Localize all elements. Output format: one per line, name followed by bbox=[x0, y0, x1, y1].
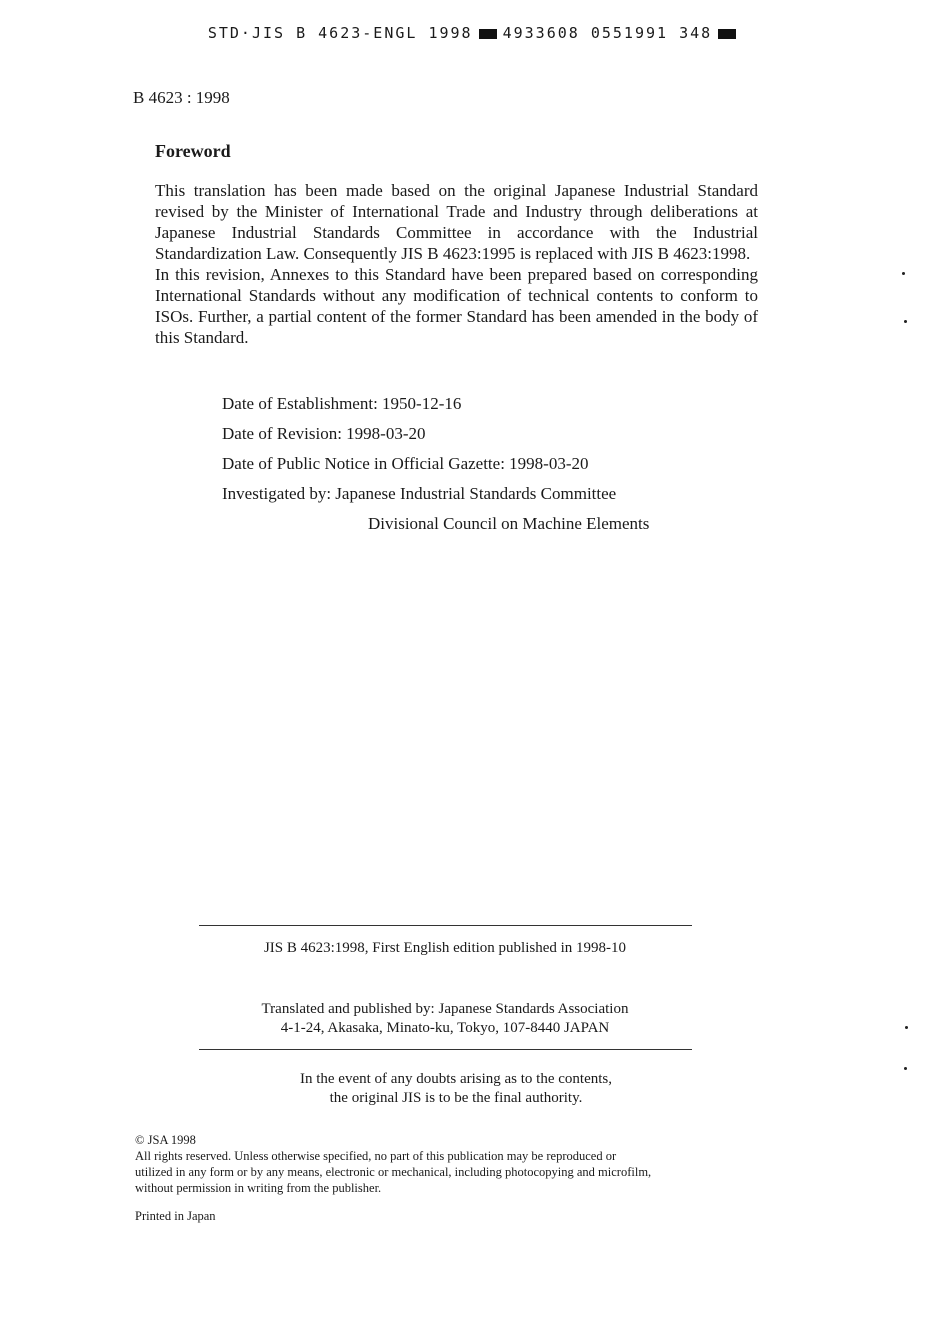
scan-speck bbox=[904, 1067, 907, 1070]
header-code-part1: STD·JIS B 4623-ENGL 1998 bbox=[207, 24, 473, 42]
publisher-line-1: Translated and published by: Japanese Standards Association bbox=[261, 1001, 629, 1017]
copyright-line: © JSA 1998 bbox=[135, 1133, 196, 1147]
foreword-body bbox=[155, 180, 758, 348]
dates-block bbox=[222, 389, 649, 539]
publisher-line-2: 4-1-24, Akasaka, Minato-ku, Tokyo, 107-8440 JAPAN bbox=[280, 1020, 610, 1036]
divider-top bbox=[199, 925, 692, 926]
divisional-council: Divisional Council on Machine Elements bbox=[368, 514, 650, 533]
rights-line-3: without permission in writing from the publisher. bbox=[135, 1181, 382, 1195]
scan-speck bbox=[902, 272, 905, 275]
authority-line-1: In the event of any doubts arising as to the contents, bbox=[299, 1071, 612, 1087]
scan-speck bbox=[905, 1026, 908, 1029]
printed-in: Printed in Japan bbox=[135, 1209, 216, 1223]
foreword-paragraph-2: In this revision, Annexes to this Standard have been prepared based on corresponding International Standards without any modification of technical contents to conform to ISOs. Further, a partial content of the former Standard has been amended in the body of this Standard. bbox=[155, 265, 758, 347]
foreword-title: Foreword bbox=[155, 141, 231, 161]
publisher-block bbox=[0, 1000, 890, 1038]
foreword-paragraph-1: This translation has been made based on the original Japanese Industrial Standard revised by the Minister of International Trade and Industry through deliberations at Japanese Industrial Standards Committee in accordance with the Industrial Standardization Law. Consequently JIS B 4623:1995 is replaced with JIS B 4623:1998. bbox=[155, 181, 758, 263]
authority-note bbox=[0, 1070, 912, 1108]
copyright-block bbox=[135, 1132, 775, 1196]
document-id: B 4623 : 1998 bbox=[133, 88, 230, 107]
date-of-revision: Date of Revision: 1998-03-20 bbox=[222, 424, 426, 443]
black-block-mark bbox=[718, 29, 736, 39]
divider-bottom bbox=[199, 1049, 692, 1050]
authority-line-2: the original JIS is to be the final authority. bbox=[329, 1090, 583, 1106]
date-of-establishment: Date of Establishment: 1950-12-16 bbox=[222, 394, 462, 413]
black-block-mark bbox=[479, 29, 497, 39]
header-code bbox=[0, 24, 950, 42]
scan-speck bbox=[904, 320, 907, 323]
header-code-part2: 4933608 0551991 348 bbox=[502, 24, 713, 42]
edition-note: JIS B 4623:1998, First English edition published in 1998-10 bbox=[263, 940, 627, 956]
rights-line-2: utilized in any form or by any means, electronic or mechanical, including photocopying and microfilm, bbox=[135, 1165, 652, 1179]
investigated-by: Investigated by: Japanese Industrial Standards Committee bbox=[222, 484, 617, 503]
rights-line-1: All rights reserved. Unless otherwise specified, no part of this publication may be reproduced or bbox=[135, 1149, 617, 1163]
date-of-public-notice: Date of Public Notice in Official Gazette: 1998-03-20 bbox=[222, 454, 589, 473]
